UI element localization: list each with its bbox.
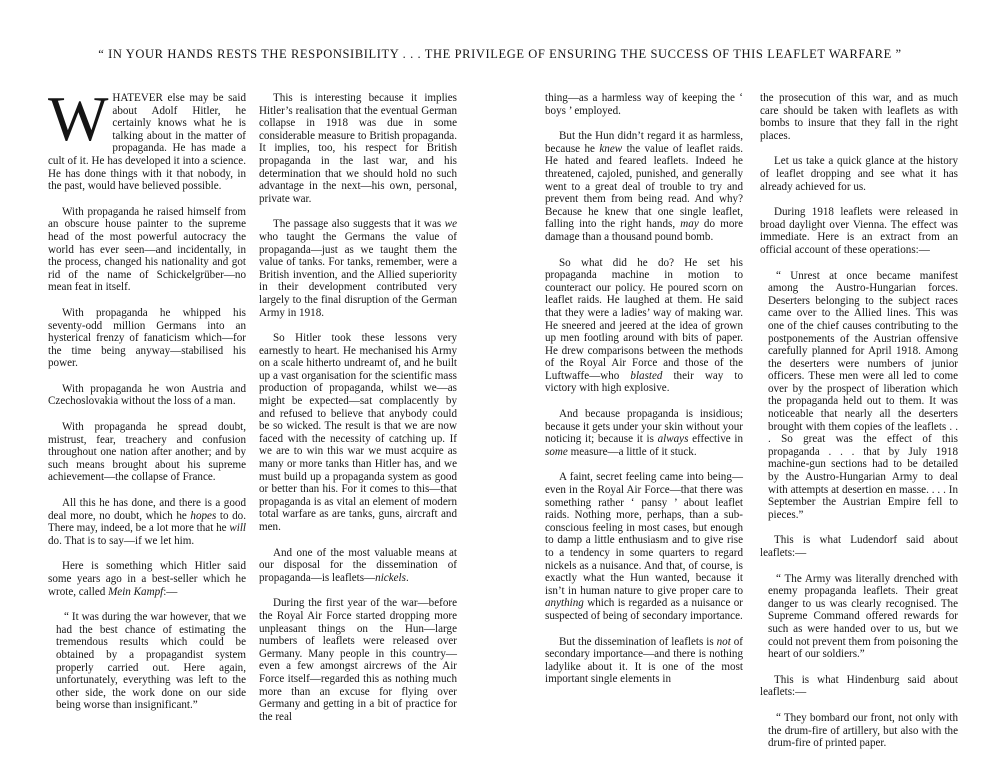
text-column-4 (760, 92, 958, 763)
block-quote: “ They bombard our front, not only with the drum-fire of artillery, but also with the drum-fire of printed paper. (768, 711, 958, 750)
paragraph: Here is something which Hitler said some years ago in a best-seller which he wrote, called Mein Kampf:— (48, 560, 246, 598)
paragraph: During 1918 leaflets were released in broad daylight over Vienna. The effect was immediate. Here is an extract from an official account of these operations:— (760, 206, 958, 256)
paragraph: But the Hun didn’t regard it as harmless, because he knew the value of leaflet raids. He hated and feared leaflets. Indeed he threatened, cajoled, punished, and generally went to a great deal of trouble to try and prevent them from being read. And why? Because he knew that one single leaflet, falling into the right hands, may do more damage than a thousand pound bomb. (545, 130, 743, 243)
paragraph: With propaganda he raised himself from an obscure house painter to the supreme head of the most powerful autocracy the world has ever seen—and incidentally, in the process, changed his nationality and got rid of the name of Schickelgrüber—no mean feat in itself. (48, 205, 246, 294)
paragraph: thing—as a harmless way of keeping the ‘ boys ’ employed. (545, 92, 743, 117)
paragraph: So Hitler took these lessons very earnestly to heart. He mechanised his Army on a scale hitherto undreamt of, and he built up a vast organisation for the scientific mass production of propaganda, whilst we—as might be expected—sat complacently by and refused to believe that anybody could be so wicked. The result is that we are now faced with the necessity of catching up. If we are to win this war we must acquire as many or more tanks than Hitler has, and we must build up a propaganda system as good or better than his. For it comes to this—that propaganda is as vital an element of modern total warfare as are tanks, guns, aircraft and men. (259, 332, 457, 533)
drop-cap: W (48, 83, 109, 154)
block-quote: “ It was during the war however, that we had the best chance of estimating the tremendous results which could be obtained by a propagandist system properly carried out. Here again, unfortunately, everything was left to the other side, the work done on our side being worse than insignificant.” (56, 611, 246, 712)
paragraph: Let us take a quick glance at the history of leaflet dropping and see what it has already achieved for us. (760, 155, 958, 193)
paragraph: With propaganda he whipped his seventy-odd million Germans into an hysterical frenzy of fanaticism which—for the time being anyway—stabilised his power. (48, 306, 246, 370)
block-quote: “ The Army was literally drenched with enemy propaganda leaflets. Their great danger to us was clearly recognised. The Supreme Command offered rewards for such as were handed over to us, but we could not prevent them from poisoning the heart of our soldiers.” (768, 572, 958, 661)
text-column-3 (545, 92, 743, 699)
paragraph: During the first year of the war—before the Royal Air Force started dropping more unpleasant things on the Hun—large numbers of leaflets were released over Germany. Many people in this country—even a few amongst aircrews of the Air Force itself—regarded this as nothing much more than an excuse for flying over Germany and getting in a bit of practice for the real (259, 597, 457, 723)
text-column-1 (48, 83, 247, 725)
page-headline: “ IN YOUR HANDS RESTS THE RESPONSIBILITY . . . THE PRIVILEGE OF ENSURING THE SUCCESS OF THIS LEAFLET WARFARE ” (98, 47, 902, 61)
paragraph: With propaganda he spread doubt, mistrust, fear, treachery and confusion throughout one nation after another; and by such means brought about his supreme achievement—the collapse of France. (48, 421, 246, 484)
paragraph: The passage also suggests that it was we who taught the Germans the value of propaganda—just as we taught them the value of tanks. For tanks, remember, were a British invention, and the Allied superiority in their development contributed very largely to the final disruption of the German Army in 1918. (259, 218, 457, 319)
paragraph: But the dissemination of leaflets is not of secondary importance—and there is nothing ladylike about it. It is one of the most important single elements in (545, 635, 743, 686)
paragraph: A faint, secret feeling came into being—even in the Royal Air Force—that there was something rather ‘ pansy ’ about leaflet raids. Nothing more, perhaps, than a sub-conscious feeling in most cases, but enough to damp a little enthusiasm and to give rise to a tendency in some quarters to regard nickels as a nuisance. And that, of course, is exactly what the Hun wanted, because it isn’t in human nature to give proper care to anything which is regarded as a nuisance or suspected of being of secondary importance. (545, 471, 743, 622)
text-column-2 (259, 92, 457, 736)
paragraph: With propaganda he won Austria and Czechoslovakia without the loss of a man. (48, 382, 246, 408)
block-quote: “ Unrest at once became manifest among the Austro-Hungarian forces. Deserters belonging to the subject races came over to the Allied lines. This was one of the chief causes contributing to the postponements of the Austrian offensive carefully planned for April 1918. Among the deserters were numbers of junior officers. These men were all led to come over by the prospect of liberation which the propaganda held out to them. It was noticeable that nearly all the deserters brought with them copies of the leaflets . . . So great was the effect of this propaganda . . . that by July 1918 machine-gun sections had to be detailed by the Austro-Hungarian Army to deal with attempts at desertion en masse. . . . In September the Austrian Empire fell to pieces.” (768, 269, 958, 521)
paragraph: And because propaganda is insidious; because it gets under your skin without your noticing it; because it is always effective in some measure—a little of it stuck. (545, 408, 743, 458)
paragraph: So what did he do? He set his propaganda machine in motion to counteract our policy. He poured scorn on leaflet raids. He laughed at them. He said that they were a ladies’ way of making war. He sneered and jeered at the idea of grown up men footling around with bits of paper. He drew comparisons between the methods of the Royal Air Force and those of the Luftwaffe—who blasted their way to victory with high explosive. (545, 256, 743, 395)
paragraph: And one of the most valuable means at our disposal for the dissemination of propaganda—is leaflets—nickels. (259, 546, 457, 584)
paragraph: This is what Hindenburg said about leaflets:— (760, 673, 958, 699)
paragraph: the prosecution of this war, and as much care should be taken with leaflets as with bombs to insure that they fall in the right places. (760, 92, 958, 142)
paragraph: This is interesting because it implies Hitler’s realisation that the eventual German collapse in 1918 was due in some considerable measure to British propaganda. It implies, too, his respect for British propaganda in the last war, and his determination that we should hold no such advantage in the next—his own, personal, private war. (259, 92, 457, 205)
paragraph: This is what Ludendorf said about leaflets:— (760, 534, 958, 559)
paragraph: All this he has done, and there is a good deal more, no doubt, which he hopes to do. There may, indeed, be a lot more that he will do. That is to say—if we let him. (48, 497, 247, 547)
opening-paragraph: WHATEVER else may be said about Adolf Hitler, he certainly knows what he is talking about in the matter of propaganda. He has made a cult of it. He has developed it into a science. He has done things with it that nobody, in the past, would have believed possible. (48, 83, 246, 193)
